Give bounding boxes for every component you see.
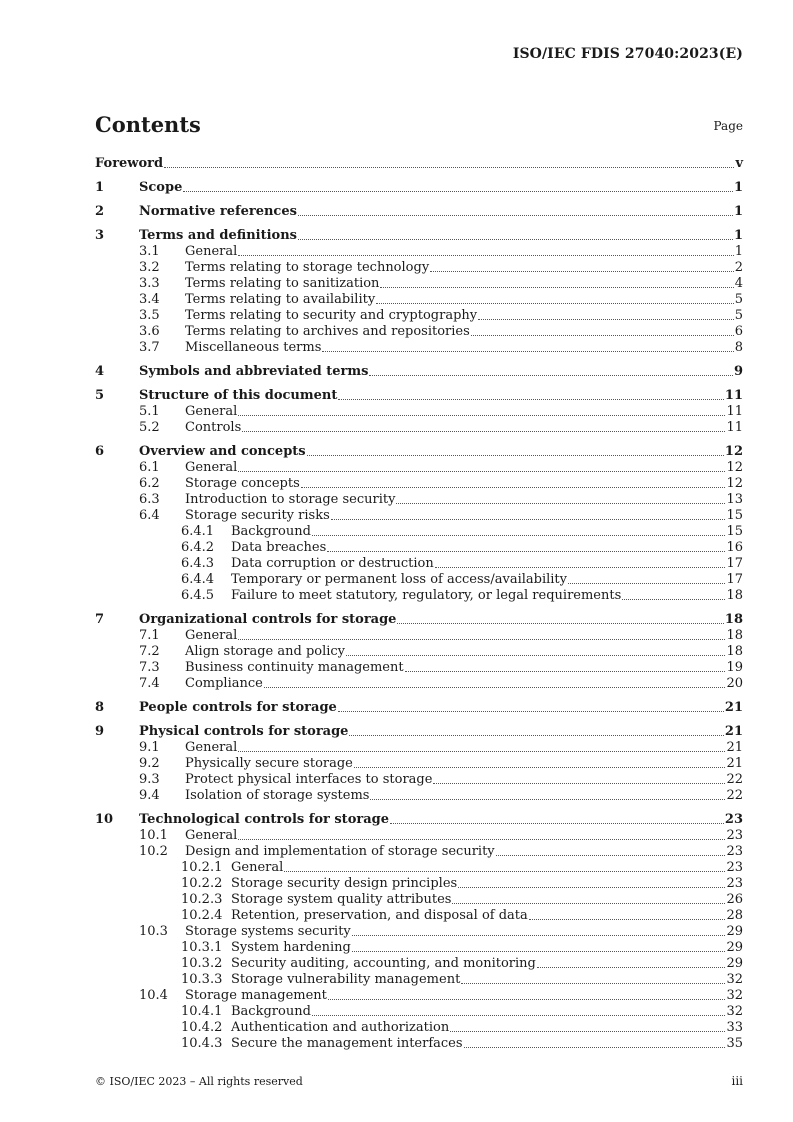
toc-entry-page[interactable]: 17 [726, 556, 743, 571]
toc-entry-title[interactable]: Structure of this document [139, 388, 338, 403]
toc-entry-page[interactable]: 22 [726, 772, 743, 787]
toc-entry-title[interactable]: General [185, 828, 238, 843]
dot-leader [352, 951, 726, 952]
toc-entry-title[interactable]: General [185, 404, 238, 419]
dot-leader [458, 887, 725, 888]
toc-entry[interactable] [95, 508, 743, 524]
toc-entry-page[interactable]: 18 [726, 628, 743, 643]
dot-leader [405, 671, 726, 672]
page-column-label: Page [713, 119, 743, 133]
toc-entry-number: 6.4.2 [181, 540, 215, 555]
toc-entry[interactable] [95, 324, 743, 340]
toc-entry-title[interactable]: Authentication and authorization [231, 1020, 450, 1035]
toc-entry[interactable] [95, 572, 743, 588]
dot-leader [238, 839, 725, 840]
toc-entry-page[interactable]: 11 [726, 420, 743, 435]
toc-entry-title[interactable]: System hardening [231, 940, 351, 955]
toc-entry-number: 9.4 [139, 788, 160, 803]
toc-entry[interactable] [95, 364, 743, 380]
toc-entry-page[interactable]: 18 [724, 612, 743, 627]
toc-entry-page[interactable]: 26 [726, 892, 743, 907]
toc-entry-page[interactable]: 1 [734, 244, 743, 259]
toc-entry-page[interactable]: 11 [726, 404, 743, 419]
toc-entry-page[interactable]: 11 [724, 388, 743, 403]
dot-leader [376, 303, 734, 304]
toc-entry[interactable] [95, 956, 743, 972]
toc-entry-number: 10.3.1 [181, 940, 223, 955]
toc-entry-page[interactable]: 23 [724, 812, 743, 827]
toc-entry-number: 10 [95, 812, 114, 827]
toc-entry[interactable] [95, 612, 743, 628]
dot-leader [238, 415, 725, 416]
toc-entry-title[interactable]: Isolation of storage systems [185, 788, 370, 803]
toc-entry[interactable] [95, 492, 743, 508]
dot-leader [307, 455, 724, 456]
toc-entry-page[interactable]: 12 [726, 476, 743, 491]
dot-leader [238, 471, 725, 472]
toc-entry-page[interactable]: 1 [733, 180, 743, 195]
toc-entry-number: 10.2.3 [181, 892, 223, 907]
toc-entry[interactable] [95, 700, 743, 716]
toc-entry-number: 10.1 [139, 828, 168, 843]
toc-entry[interactable] [95, 724, 743, 740]
toc-entry[interactable] [95, 444, 743, 460]
dot-leader [331, 519, 726, 520]
toc-entry-page[interactable]: 21 [726, 756, 743, 771]
toc-entry[interactable] [95, 156, 743, 172]
toc-entry-title[interactable]: Symbols and abbreviated terms [139, 364, 369, 379]
toc-entry-number: 9.3 [139, 772, 160, 787]
toc-entry-title[interactable]: Introduction to storage security [185, 492, 396, 507]
toc-entry-title[interactable]: Organizational controls for storage [139, 612, 397, 627]
page-number: iii [731, 1074, 743, 1088]
toc-entry-number: 5.1 [139, 404, 160, 419]
toc-entry-title[interactable]: Terms relating to archives and repositories [185, 324, 470, 339]
toc-entry-title[interactable]: Normative references [139, 204, 297, 219]
toc-entry-number: 10.4 [139, 988, 168, 1003]
toc-entry-title[interactable]: Storage security risks [185, 508, 330, 523]
toc-entry-title[interactable]: Foreword [95, 156, 164, 171]
toc-entry-number: 10.2 [139, 844, 168, 859]
dot-leader [352, 935, 726, 936]
dot-leader [349, 735, 723, 736]
toc-entry-title[interactable]: Physical controls for storage [139, 724, 349, 739]
toc-entry-number: 10.4.2 [181, 1020, 223, 1035]
toc-entry[interactable] [95, 860, 743, 876]
toc-entry-number: 3.3 [139, 276, 160, 291]
toc-entry-title[interactable]: Terms relating to storage technology [185, 260, 430, 275]
toc-entry[interactable] [95, 588, 743, 604]
toc-entry[interactable] [95, 772, 743, 788]
dot-leader [327, 551, 725, 552]
toc-entry[interactable] [95, 988, 743, 1004]
toc-entry-number: 6.3 [139, 492, 160, 507]
toc-entry-page[interactable]: 4 [734, 276, 743, 291]
toc-entry-title[interactable]: Background [231, 524, 311, 539]
toc-entry[interactable] [95, 460, 743, 476]
dot-leader [238, 751, 725, 752]
toc-entry-page[interactable]: 15 [726, 524, 743, 539]
toc-entry[interactable] [95, 404, 743, 420]
page-title: Contents [95, 112, 201, 137]
toc-entry-title[interactable]: Business continuity management [185, 660, 404, 675]
dot-leader [346, 655, 725, 656]
toc-entry[interactable] [95, 676, 743, 692]
toc-entry[interactable] [95, 828, 743, 844]
toc-entry-page[interactable]: 16 [726, 540, 743, 555]
toc-entry[interactable] [95, 204, 743, 220]
toc-entry-number: 3.7 [139, 340, 160, 355]
toc-entry-page[interactable]: 28 [726, 908, 743, 923]
toc-entry-page[interactable]: 1 [733, 228, 743, 243]
toc-entry-number: 6.4.5 [181, 588, 215, 603]
toc-entry-page[interactable]: 29 [726, 956, 743, 971]
toc-entry-title[interactable]: Terms relating to security and cryptography [185, 308, 478, 323]
toc-entry-page[interactable]: 23 [726, 860, 743, 875]
toc-entry-number: 3.1 [139, 244, 160, 259]
dot-leader [328, 999, 726, 1000]
toc-entry-title[interactable]: Background [231, 1004, 311, 1019]
dot-leader [450, 1031, 725, 1032]
toc-entry-page[interactable]: 32 [726, 972, 743, 987]
toc-entry-page[interactable]: 18 [726, 644, 743, 659]
toc-entry-page[interactable]: 1 [733, 204, 743, 219]
dot-leader [430, 271, 734, 272]
toc-entry-number: 10.3.2 [181, 956, 223, 971]
toc-entry[interactable] [95, 228, 743, 244]
toc-entry-title[interactable]: Technological controls for storage [139, 812, 389, 827]
dot-leader [338, 399, 724, 400]
dot-leader [529, 919, 726, 920]
toc-entry-title[interactable]: Align storage and policy [185, 644, 346, 659]
toc-entry[interactable] [95, 812, 743, 828]
toc-entry-number: 7 [95, 612, 105, 627]
toc-entry[interactable] [95, 260, 743, 276]
toc-entry[interactable] [95, 788, 743, 804]
dot-leader [380, 287, 733, 288]
dot-leader [301, 487, 726, 488]
toc-entry[interactable] [95, 876, 743, 892]
toc-entry-title[interactable]: Miscellaneous terms [185, 340, 322, 355]
toc-entry-number: 7.4 [139, 676, 160, 691]
toc-entry-number: 6.4.3 [181, 556, 215, 571]
toc-entry-number: 10.4.3 [181, 1036, 223, 1051]
toc-entry-number: 3.5 [139, 308, 160, 323]
toc-entry[interactable] [95, 1004, 743, 1020]
toc-entry-page[interactable]: 5 [734, 292, 743, 307]
toc-entry-page[interactable]: 8 [734, 340, 743, 355]
toc-entry-title[interactable]: Terms relating to availability [185, 292, 376, 307]
dot-leader [322, 351, 733, 352]
toc-entry[interactable] [95, 308, 743, 324]
toc-entry-number: 8 [95, 700, 105, 715]
toc-entry-page[interactable]: 19 [726, 660, 743, 675]
toc-entry-number: 6.4.1 [181, 524, 215, 539]
toc-entry-page[interactable]: 23 [726, 828, 743, 843]
toc-entry[interactable] [95, 628, 743, 644]
toc-entry[interactable] [95, 244, 743, 260]
toc-entry-title[interactable]: Physically secure storage [185, 756, 353, 771]
toc-entry-number: 2 [95, 204, 105, 219]
dot-leader [452, 903, 725, 904]
toc-entry-title[interactable]: Terms and definitions [139, 228, 297, 243]
toc-entry[interactable] [95, 1020, 743, 1036]
dot-leader [390, 823, 724, 824]
dot-leader [354, 767, 726, 768]
toc-entry[interactable] [95, 556, 743, 572]
toc-entry-title[interactable]: General [185, 740, 238, 755]
toc-entry-page[interactable]: 20 [726, 676, 743, 691]
toc-entry-page[interactable]: 13 [726, 492, 743, 507]
toc-entry-page[interactable]: 22 [726, 788, 743, 803]
toc-entry-number: 6.2 [139, 476, 160, 491]
toc-entry[interactable] [95, 1036, 743, 1052]
toc-entry-title[interactable]: Storage concepts [185, 476, 300, 491]
toc-entry[interactable] [95, 292, 743, 308]
toc-entry-title[interactable]: Storage vulnerability management [231, 972, 461, 987]
toc-entry-title[interactable]: General [185, 244, 238, 259]
toc-entry-page[interactable]: 21 [726, 740, 743, 755]
dot-leader [461, 983, 725, 984]
dot-leader [284, 871, 725, 872]
toc-entry-number: 10.3.3 [181, 972, 223, 987]
toc-entry-title[interactable]: Compliance [185, 676, 263, 691]
toc-entry-number: 10.2.2 [181, 876, 223, 891]
dot-leader [568, 583, 725, 584]
toc-entry-title[interactable]: Storage management [185, 988, 327, 1003]
dot-leader [370, 799, 725, 800]
dot-leader [298, 239, 733, 240]
toc-entry-page[interactable]: 21 [724, 700, 743, 715]
toc-entry-number: 10.4.1 [181, 1004, 223, 1019]
toc-entry-page[interactable]: 29 [726, 940, 743, 955]
toc-entry-number: 4 [95, 364, 105, 379]
toc-entry-number: 10.2.4 [181, 908, 223, 923]
toc-entry[interactable] [95, 476, 743, 492]
dot-leader [312, 1015, 726, 1016]
toc-entry-number: 6.4.4 [181, 572, 215, 587]
toc-entry[interactable] [95, 420, 743, 436]
dot-leader [478, 319, 734, 320]
toc-entry-page[interactable]: v [735, 156, 743, 171]
toc-entry[interactable] [95, 660, 743, 676]
table-of-contents [95, 156, 743, 1052]
toc-entry-page[interactable]: 23 [726, 844, 743, 859]
toc-entry-number: 5 [95, 388, 105, 403]
dot-leader [397, 623, 723, 624]
dot-leader [338, 711, 724, 712]
dot-leader [537, 967, 726, 968]
toc-entry-number: 7.3 [139, 660, 160, 675]
toc-entry-number: 6.1 [139, 460, 160, 475]
toc-entry[interactable] [95, 892, 743, 908]
toc-entry-page[interactable]: 12 [726, 460, 743, 475]
toc-entry-page[interactable]: 23 [726, 876, 743, 891]
toc-entry-title[interactable]: Temporary or permanent loss of access/availability [231, 572, 567, 587]
toc-entry-number: 3.6 [139, 324, 160, 339]
toc-entry-page[interactable]: 32 [726, 1004, 743, 1019]
toc-entry[interactable] [95, 180, 743, 196]
toc-entry-page[interactable]: 21 [724, 724, 743, 739]
dot-leader [298, 215, 733, 216]
toc-entry-title[interactable]: Storage systems security [185, 924, 351, 939]
toc-entry-page[interactable]: 32 [726, 988, 743, 1003]
toc-entry-page[interactable]: 2 [734, 260, 743, 275]
toc-entry-title[interactable]: General [231, 860, 284, 875]
toc-entry[interactable] [95, 924, 743, 940]
toc-entry-title[interactable]: Data breaches [231, 540, 327, 555]
toc-entry-page[interactable]: 29 [726, 924, 743, 939]
toc-entry-title[interactable]: General [185, 628, 238, 643]
toc-entry-title[interactable]: Secure the management interfaces [231, 1036, 463, 1051]
toc-entry[interactable] [95, 908, 743, 924]
toc-entry-title[interactable]: Retention, preservation, and disposal of data [231, 908, 528, 923]
toc-entry-page[interactable]: 9 [733, 364, 743, 379]
dot-leader [496, 855, 726, 856]
toc-entry[interactable] [95, 540, 743, 556]
dot-leader [396, 503, 725, 504]
toc-entry-title[interactable]: Overview and concepts [139, 444, 306, 459]
toc-entry-number: 6 [95, 444, 105, 459]
toc-entry-title[interactable]: Scope [139, 180, 183, 195]
toc-entry-title[interactable]: Controls [185, 420, 242, 435]
toc-entry-number: 3.2 [139, 260, 160, 275]
toc-entry-page[interactable]: 12 [724, 444, 743, 459]
toc-entry-number: 10.3 [139, 924, 168, 939]
toc-entry-title[interactable]: Protect physical interfaces to storage [185, 772, 433, 787]
dot-leader [433, 783, 725, 784]
toc-entry[interactable] [95, 340, 743, 356]
toc-entry-page[interactable]: 6 [734, 324, 743, 339]
dot-leader [312, 535, 726, 536]
toc-entry-page[interactable]: 18 [726, 588, 743, 603]
dot-leader [369, 375, 732, 376]
toc-entry-title[interactable]: General [185, 460, 238, 475]
toc-entry-number: 9 [95, 724, 105, 739]
toc-entry-page[interactable]: 5 [734, 308, 743, 323]
dot-leader [242, 431, 725, 432]
dot-leader [471, 335, 734, 336]
toc-entry[interactable] [95, 844, 743, 860]
toc-entry[interactable] [95, 972, 743, 988]
toc-entry-title[interactable]: Storage security design principles [231, 876, 458, 891]
toc-entry-title[interactable]: Security auditing, accounting, and monitoring [231, 956, 536, 971]
toc-entry-page[interactable]: 15 [726, 508, 743, 523]
toc-entry-number: 5.2 [139, 420, 160, 435]
dot-leader [238, 255, 733, 256]
toc-entry-number: 1 [95, 180, 105, 195]
toc-entry-number: 7.1 [139, 628, 160, 643]
toc-entry-number: 9.1 [139, 740, 160, 755]
toc-entry-page[interactable]: 33 [726, 1020, 743, 1035]
dot-leader [435, 567, 726, 568]
dot-leader [464, 1047, 726, 1048]
dot-leader [264, 687, 726, 688]
toc-entry-number: 9.2 [139, 756, 160, 771]
toc-entry-number: 10.2.1 [181, 860, 223, 875]
toc-entry-title[interactable]: Design and implementation of storage security [185, 844, 495, 859]
toc-entry-title[interactable]: Terms relating to sanitization [185, 276, 380, 291]
document-id-header: ISO/IEC FDIS 27040:2023(E) [512, 46, 743, 62]
toc-entry[interactable] [95, 276, 743, 292]
toc-entry-title[interactable]: Failure to meet statutory, regulatory, or legal requirements [231, 588, 622, 603]
toc-entry[interactable] [95, 644, 743, 660]
toc-entry-number: 3 [95, 228, 105, 243]
dot-leader [238, 639, 725, 640]
dot-leader [622, 599, 725, 600]
toc-entry[interactable] [95, 940, 743, 956]
toc-entry-page[interactable]: 35 [726, 1036, 743, 1051]
toc-entry-number: 6.4 [139, 508, 160, 523]
copyright-footer: © ISO/IEC 2023 – All rights reserved [95, 1075, 303, 1088]
toc-entry-page[interactable]: 17 [726, 572, 743, 587]
toc-entry-number: 7.2 [139, 644, 160, 659]
toc-entry[interactable] [95, 524, 743, 540]
toc-entry-number: 3.4 [139, 292, 160, 307]
toc-entry[interactable] [95, 740, 743, 756]
toc-entry[interactable] [95, 388, 743, 404]
dot-leader [164, 167, 734, 168]
toc-entry-title[interactable]: People controls for storage [139, 700, 337, 715]
toc-entry-title[interactable]: Storage system quality attributes [231, 892, 452, 907]
toc-entry-title[interactable]: Data corruption or destruction [231, 556, 434, 571]
dot-leader [183, 191, 733, 192]
toc-entry[interactable] [95, 756, 743, 772]
